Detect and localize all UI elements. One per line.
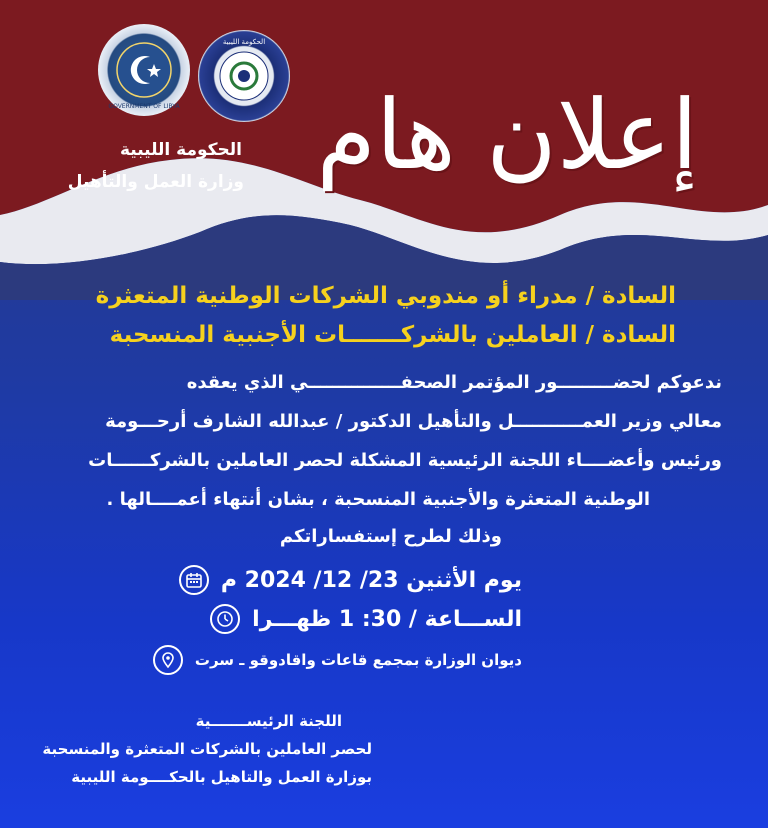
svg-text:الحكومة الليبية: الحكومة الليبية: [222, 38, 266, 46]
date-text: يوم الأثنين 23/ 12/ 2024 م: [220, 567, 522, 593]
event-time: [210, 604, 522, 634]
calendar-icon: [179, 565, 209, 595]
government-name: الحكومة الليبية: [119, 140, 242, 160]
invitation-line-1: ندعوكم لحضـــــــــور المؤتمر الصحفـــــــــــــــي الذي يعقده: [186, 372, 722, 393]
ministry-name: وزارة العمل والتأهيل: [67, 172, 244, 192]
government-of-libya-logo: [98, 24, 190, 116]
location-pin-icon: [153, 645, 183, 675]
addressee-line-2: السادة / العاملين بالشركـــــــات الأجنبية المنسحبة: [109, 322, 676, 348]
ministry-of-labour-logo: [198, 30, 290, 122]
event-date: [179, 565, 522, 595]
invitation-line-5: وذلك لطرح إستفساراتكم: [279, 526, 502, 547]
page-title: إعلان هام: [316, 79, 698, 191]
clock-icon: [210, 604, 240, 634]
svg-text:GOVERNMENT OF LIBYA: GOVERNMENT OF LIBYA: [108, 103, 180, 110]
invitation-line-4: الوطنية المتعثرة والأجنبية المنسحبة ، بشان أنتهاء أعمــــالها .: [106, 489, 650, 510]
addressee-line-1: السادة / مدراء أو مندوبي الشركات الوطنية المتعثرة: [95, 283, 676, 309]
invitation-line-3: ورئيس وأعضــــاء اللجنة الرئيسية المشكلة لحصر العاملين بالشركــــــات: [88, 450, 722, 471]
committee-signature-line-2: لحصر العاملين بالشركات المتعثرة والمنسحبة: [42, 740, 372, 758]
committee-signature-line-1: اللجنة الرئيســـــــية: [195, 712, 342, 730]
title-calligraphy: [316, 50, 698, 240]
event-location: [153, 645, 522, 675]
time-text: الســـاعة / 30: 1 ظهـــرا: [252, 606, 522, 632]
committee-signature-line-3: بوزارة العمل والتاهيل بالحكــــومة الليبية: [71, 768, 372, 786]
invitation-line-2: معالي وزير العمـــــــــــل والتأهيل الدكتور / عبدالله الشارف أرحـــومة: [105, 411, 722, 432]
location-text: ديوان الوزارة بمجمع قاعات واقادوقو ـ سرت: [194, 651, 522, 669]
